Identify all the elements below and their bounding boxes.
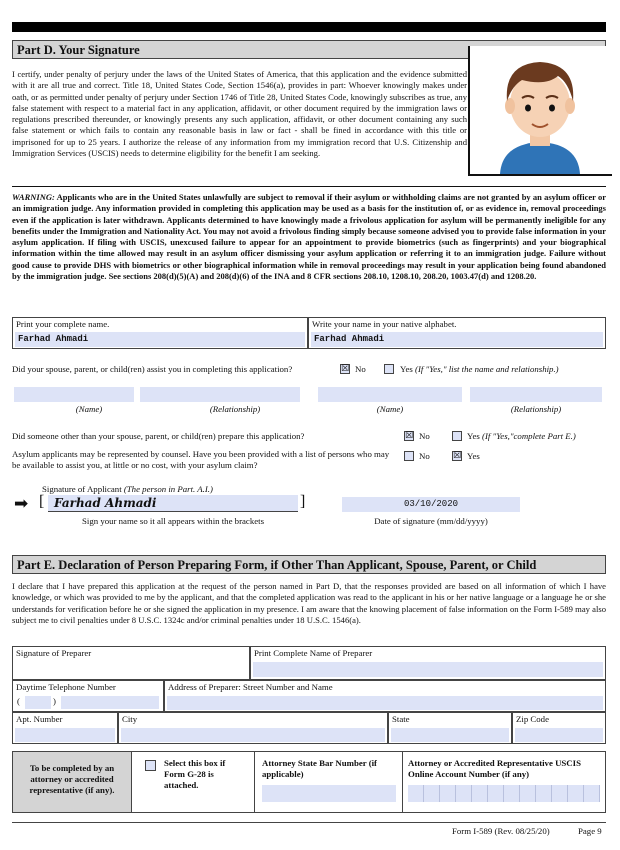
state-label: State [392,714,410,724]
uscis-account-input[interactable] [408,785,600,802]
city-cell [118,712,388,744]
footer-divider [12,822,606,823]
sig-preparer-label: Signature of Preparer [16,648,92,658]
area-code-input[interactable] [25,696,51,709]
city-label: City [122,714,138,724]
attorney-divider-2 [402,752,403,812]
family-name-1-input[interactable] [14,387,134,402]
form-number: Form I-589 (Rev. 08/25/20) [452,826,550,836]
sig-label-text: Signature of Applicant [42,484,122,494]
page-number: Page 9 [578,826,602,836]
apt-input[interactable] [15,728,115,742]
sig-instruction: Sign your name so it all appears within the brackets [81,516,264,526]
state-cell [388,712,512,744]
date-input[interactable]: 03/10/2020 [342,497,520,512]
attorney-box [13,752,132,812]
warning-text [12,192,606,310]
attorney-box-text: To be completed by an attorney or accredited representative (if any). [29,763,115,795]
other-yes-checkbox[interactable] [452,431,462,441]
sig-label [42,484,213,494]
yes-family-hint: (If "Yes," list the name and relationship.) [415,364,559,374]
counsel-yes-checkbox[interactable]: ☒ [453,451,462,461]
family-yes-checkbox[interactable] [384,364,394,374]
g28-checkbox[interactable] [145,760,156,771]
yes-text: Yes [400,364,413,374]
q-family-assist: Did your spouse, parent, or child(ren) assist you in completing this application? [12,364,293,374]
print-name-label: Print your complete name. [16,319,110,329]
counsel-yes-label: Yes [467,451,480,461]
bar-number-input[interactable] [262,785,396,802]
part-d-title: Part D. Your Signature [12,40,606,59]
family-name-2-input[interactable] [318,387,462,402]
signature-input[interactable]: Farhad Ahmadi [48,495,298,512]
native-name-input[interactable]: Farhad Ahmadi [311,332,603,347]
family-yes-label [400,364,559,374]
apt-label: Apt. Number [16,714,63,724]
declaration-text: I declare that I have prepared this application at the request of the person named in Part D, that the responses provided are based on all information of which I have knowledge, or which was provided to me by the applicant, and that the completed application was read to the applicant in his or her native language or a language he or she understands for verification before he or she signed the application in my presence. I am aware that the knowing placement of false information on the Form I-589 may also subject me to civil penalties under 8 U.S.C. 1324c and/or criminal penalties under 18 U.S.C. 1546(a). [12,581,606,625]
family-relationship-1-input[interactable] [140,387,300,402]
zip-input[interactable] [515,728,603,742]
counsel-no-checkbox[interactable] [404,451,414,461]
certify-text: I certify, under penalty of perjury under the laws of the United States of America, that this application and the evidence submitted with it are all true and correct. Title 18, United States Code, Section 1546(a), provides in part: Whoever knowingly makes under oath, or as permitted under penalty of perjury under Section 1746 of Title 28, United States Code, knowingly subscribes as true, any false statement with respect to a material fact in any application, affidavit, or other document required by the immigration laws or regulations prescribed thereunder, or knowingly presents any such application, affidavit, or other document containing any such false statement or which fails to contain any reasonable basis in law or fact - shall be fined in accordance with this title or imprisoned for up to 25 years. I authorize the release of any information from my immigration record that U.S. Citizenship and Immigration Services (USCIS) needs to determine eligibility for the benefit I am seeking. [12,69,467,159]
relationship-caption-1: (Relationship) [209,404,261,414]
g28-label: Select this box if Form G-28 is attached. [164,758,226,790]
bar-number-text: Attorney State Bar Number (if applicable) [262,758,377,779]
attorney-divider-1 [254,752,255,812]
counsel-no-label: No [419,451,430,461]
zip-cell [512,712,606,744]
bracket-right: ] [300,493,306,510]
family-relationship-2-input[interactable] [470,387,602,402]
apt-cell [12,712,118,744]
part-e-title: Part E. Declaration of Person Preparing Form, if Other Than Applicant, Spouse, Parent, or Child [12,555,606,574]
uscis-account-label: Attorney or Accredited Representative USCIS Online Account Number (if any) [408,758,581,779]
native-name-label: Write your name in your native alphabet. [312,319,457,329]
family-no-label: No [355,364,366,374]
yes-parte-hint: (If "Yes,"complete Part E.) [482,431,576,441]
q-other-prepare: Did someone other than your spouse, parent, or child(ren) prepare this application? [12,431,305,441]
other-yes-label [467,431,576,441]
state-input[interactable] [391,728,509,742]
person-avatar-icon [470,46,610,174]
relationship-caption-2: (Relationship) [510,404,562,414]
bar-number-label [262,758,400,780]
photo-box [468,46,612,176]
right-arrow-icon: ➡ [14,494,29,514]
address-label: Address of Preparer: Street Number and Name [168,682,333,692]
sig-label-hint: (The person in Part. A.I.) [123,484,213,494]
q-counsel: Asylum applicants may be represented by counsel. Have you been provided with a list of persons who may be available to assist you, at little or no cost, with your asylum claim? [12,449,390,470]
date-label: Date of signature (mm/dd/yyyy) [374,516,488,526]
phone-open-paren: ( [17,696,20,706]
print-name-cell [12,317,308,349]
warning-body: Applicants who are in the United States unlawfully are subject to removal if their asylum or withholding claims are not granted by an asylum officer or an immigration judge. Any information provided in completing this application may be used as a basis for the institution of, or as evidence in, removal proceedings even if the application is later withdrawn. Applicants determined to have knowingly made a frivolous application for asylum will be permanently ineligible for any benefits under the Immigration and Nationality Act. You may not avoid a frivolous finding simply because someone advised you to provide false information in your asylum application. If filing with USCIS, unexcused failure to appear for an appointment to provide biometrics (such as fingerprints) and your biographical information within the time allowed may result in an asylum officer dismissing your asylum application or referring it to an immigration judge. Failure without good cause to provide DHS with biometrics or other biographical information while in removal proceedings may result in your application being found abandoned by the immigration judge. See sections 208(d)(5)(A) and 208(d)(6) of the INA and 8 CFR sections 208.10, 1208.10, 208.20, 1003.47(d) and 1208.20. [12,192,606,282]
city-input[interactable] [121,728,385,742]
other-no-label: No [419,431,430,441]
address-input[interactable] [167,696,603,710]
other-no-checkbox[interactable]: ☒ [405,431,414,441]
print-preparer-input[interactable] [253,662,603,677]
phone-cell [12,680,164,712]
address-cell [164,680,606,712]
native-name-cell [308,317,606,349]
family-no-checkbox[interactable]: ☒ [341,364,350,374]
phone-close-paren: ) [53,696,56,706]
phone-input[interactable] [61,696,159,709]
bracket-left: [ [39,493,45,510]
print-name-input[interactable]: Farhad Ahmadi [15,332,305,347]
print-preparer-label: Print Complete Name of Preparer [254,648,373,658]
zip-label: Zip Code [516,714,549,724]
name-caption-2: (Name) [376,404,404,414]
divider [12,186,606,187]
sig-preparer-cell[interactable] [12,646,250,680]
print-preparer-cell [250,646,606,680]
top-bar [12,22,606,32]
warning-label: WARNING: [12,192,55,202]
name-caption-1: (Name) [75,404,103,414]
phone-label: Daytime Telephone Number [16,682,116,692]
yes-text: Yes [467,431,480,441]
